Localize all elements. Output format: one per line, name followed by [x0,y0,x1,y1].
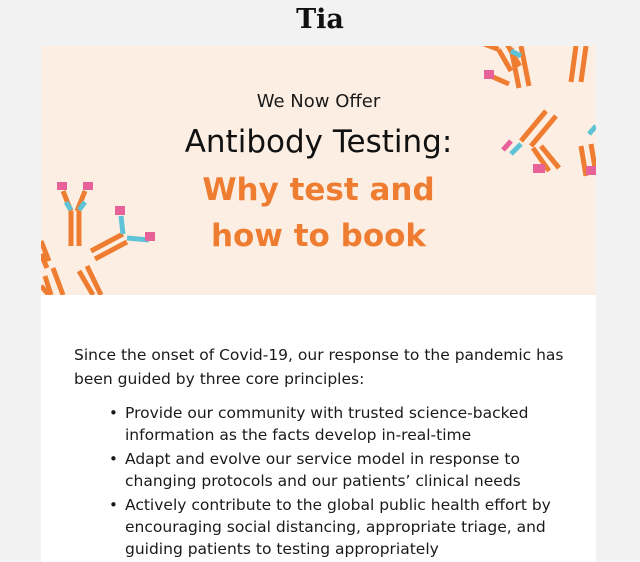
principles-list [125,402,580,562]
list-item: • Provide our community with trusted science-backed information as the facts develop in-real-time [125,402,580,446]
tia-logo[interactable]: Tia [296,4,344,35]
list-item: • Adapt and evolve our service model in response to changing protocols and our patients’ clinical needs [125,448,580,492]
hero-subtitle-line-1: Why test and [202,172,435,208]
email-header [0,0,640,46]
antibody-illustration [41,46,596,295]
hero-subtitle-line-2: how to book [210,218,427,254]
hero-title: Antibody Testing: [184,124,453,160]
hero-banner [41,46,596,295]
email-body [41,295,596,562]
list-item: • Actively contribute to the global public health effort by encouraging social distancing, appropriate triage, and guiding patients to testing appropriately [125,494,580,560]
hero-kicker: We Now Offer [256,91,381,112]
intro-paragraph: Since the onset of Covid-19, our response to the pandemic has been guided by three core principles: [74,346,564,388]
